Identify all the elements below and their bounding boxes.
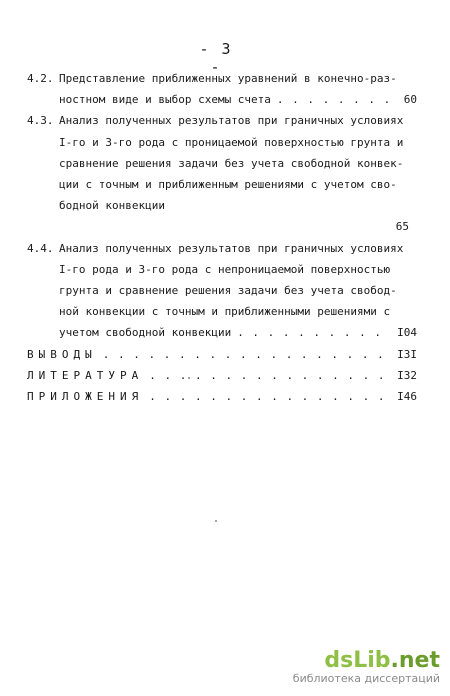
watermark — [240, 650, 440, 690]
toc-entry-number: 4.4. — [27, 241, 54, 255]
toc-page-number: I3I — [397, 347, 417, 361]
dot-leader — [103, 344, 389, 365]
toc-entry-line: ной конвекции с точным и приближенными решениями с — [59, 305, 391, 319]
toc-entry-4-2 — [27, 68, 417, 110]
toc-entry-line: бодной конвекции — [59, 199, 165, 213]
toc-page-number: I04 — [397, 326, 417, 340]
toc-entry-number: 4.3. — [27, 114, 54, 128]
toc-section-literature — [27, 365, 417, 386]
toc-entry-line: I-го рода и 3-го рода с непроницаемой поверхностью — [59, 262, 391, 276]
toc-entry-line: I-го и 3-го рода с проницаемой поверхностью грунта и — [59, 135, 404, 149]
page-number: - 3 - — [199, 40, 233, 76]
toc-page-number: I46 — [397, 390, 417, 404]
toc-entry-line: учетом свободной конвекции — [59, 326, 232, 340]
toc-entry-line: сравнение решения задачи без учета свободной конвек- — [59, 156, 404, 170]
toc-section-conclusions — [27, 344, 417, 365]
toc-entry-4-3 — [27, 110, 417, 237]
watermark-logo — [240, 650, 440, 672]
toc-section-appendices — [27, 386, 417, 407]
toc-entry-line: Анализ полученных результатов при граничных условиях — [59, 114, 404, 128]
toc-section-title: ВЫВОДЫ — [27, 347, 97, 361]
watermark-logo-main: dsLib — [324, 648, 391, 673]
scan-speck — [215, 520, 217, 522]
watermark-tagline: библиотека диссертаций — [292, 672, 440, 685]
dot-leader — [277, 89, 389, 110]
toc-page-number: I32 — [397, 368, 417, 382]
toc-section-title: ПРИЛОЖЕНИЯ — [27, 390, 144, 404]
toc-entry-line: ции с точным и приближенным решениями с учетом сво- — [59, 178, 397, 192]
toc-entry-number: 4.2. — [27, 72, 54, 85]
toc-page-number: 65 — [395, 220, 409, 234]
dot-leader — [149, 365, 389, 386]
toc-entry-4-4 — [27, 238, 417, 344]
scan-speck — [188, 377, 190, 379]
toc-section-title: ЛИТЕРАТУРА — [27, 368, 144, 382]
dot-leader — [149, 386, 389, 407]
table-of-contents — [27, 68, 417, 407]
toc-entry-line: Анализ полученных результатов при граничных условиях — [59, 241, 404, 255]
toc-page-number: 60 — [403, 93, 417, 107]
dot-leader — [237, 322, 389, 343]
watermark-logo-suffix: .net — [390, 648, 440, 673]
toc-entry-line: грунта и сравнение решения задачи без учета свобод- — [59, 284, 397, 298]
toc-entry-line: Представление приближенных уравнений в конечно-раз- — [59, 72, 397, 85]
toc-entry-line: ностном виде и выбор схемы счета — [59, 93, 271, 107]
